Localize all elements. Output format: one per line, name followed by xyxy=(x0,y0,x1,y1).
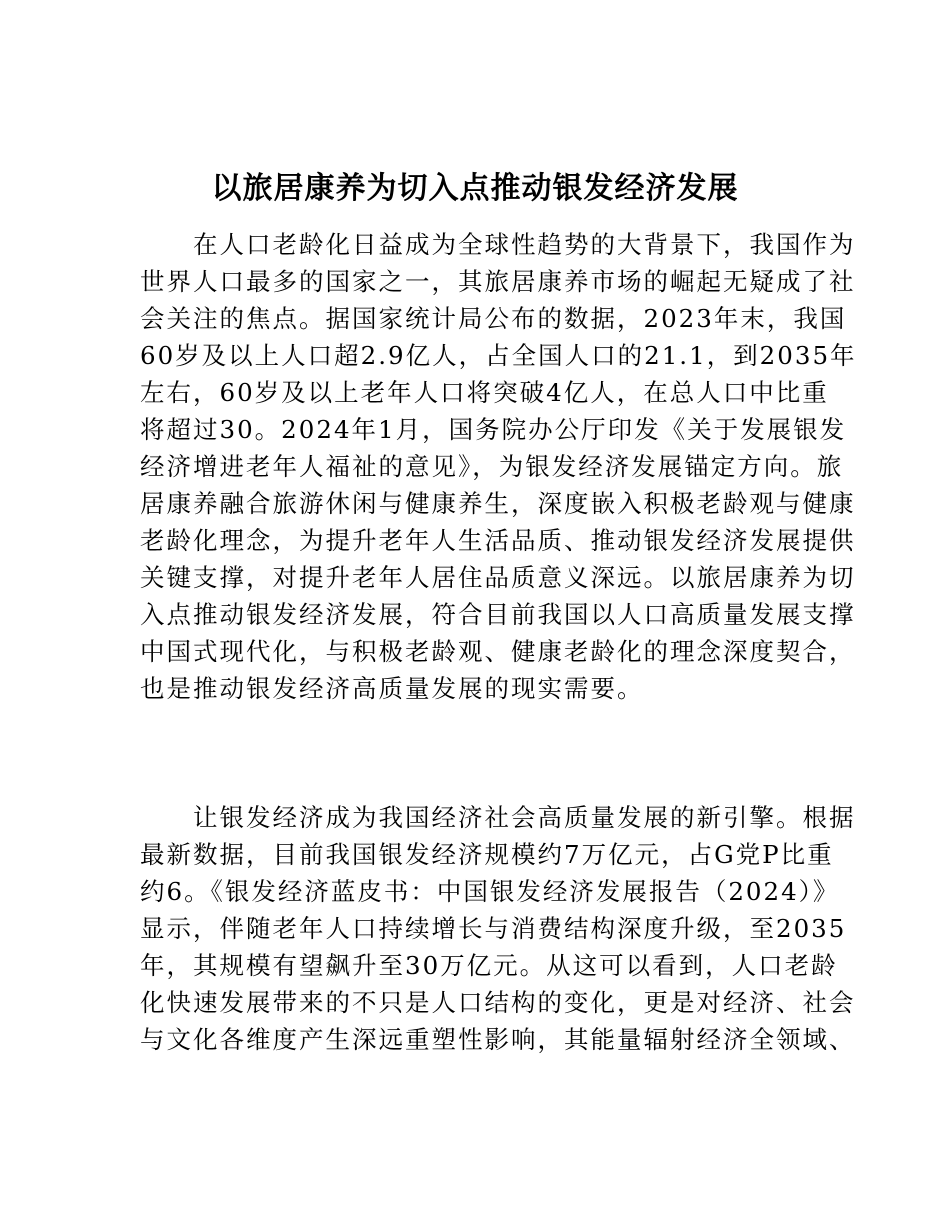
paragraph-line: 老龄化理念，为提升老年人生活品质、推动银发经济发展提供 xyxy=(140,526,856,555)
paragraph-line: 约6。《银发经济蓝皮书：中国银发经济发展报告（2024）》 xyxy=(140,877,840,906)
paragraph-line: 在人口老龄化日益成为全球性趋势的大背景下，我国作为 xyxy=(140,230,856,259)
paragraph-line: 也是推动银发经济高质量发展的现实需要。 xyxy=(140,674,644,703)
paragraph-line: 与文化各维度产生深远重塑性影响，其能量辐射经济全领域、 xyxy=(140,1025,856,1054)
paragraph-line: 会关注的焦点。据国家统计局公布的数据，2023年末，我国 xyxy=(140,304,847,333)
paragraph-line: 中国式现代化，与积极老龄观、健康老龄化的理念深度契合， xyxy=(140,637,856,666)
paragraph-line: 世界人口最多的国家之一，其旅居康养市场的崛起无疑成了社 xyxy=(140,267,856,296)
paragraph-2 xyxy=(140,799,856,1058)
paragraph-line: 显示，伴随老年人口持续增长与消费结构深度升级，至2035 xyxy=(140,914,847,943)
paragraph-line: 经济增进老年人福祉的意见》，为银发经济发展锚定方向。旅 xyxy=(140,452,844,481)
paragraph-line: 将超过30。2024年1月，国务院办公厅印发《关于发展银发 xyxy=(140,415,847,444)
paragraph-line: 60岁及以上人口超2.9亿人，占全国人口的21.1，到2035年 xyxy=(140,341,857,370)
paragraph-line: 化快速发展带来的不只是人口结构的变化，更是对经济、社会 xyxy=(140,988,856,1017)
paragraph-line: 入点推动银发经济发展，符合目前我国以人口高质量发展支撑 xyxy=(140,600,856,629)
paragraph-line: 让银发经济成为我国经济社会高质量发展的新引擎。根据 xyxy=(140,803,856,832)
paragraph-1 xyxy=(140,226,857,707)
document-title: 以旅居康养为切入点推动银发经济发展 xyxy=(211,171,739,206)
paragraph-line: 年，其规模有望飙升至30万亿元。从这可以看到，人口老龄 xyxy=(140,951,838,980)
paragraph-line: 关键支撑，对提升老年人居住品质意义深远。以旅居康养为切 xyxy=(140,563,856,592)
paragraph-line: 最新数据，目前我国银发经济规模约7万亿元，占G党P比重 xyxy=(140,840,834,869)
paragraph-line: 左右，60岁及以上老年人口将突破4亿人，在总人口中比重 xyxy=(140,378,829,407)
paragraph-line: 居康养融合旅游休闲与健康养生，深度嵌入积极老龄观与健康 xyxy=(140,489,856,518)
